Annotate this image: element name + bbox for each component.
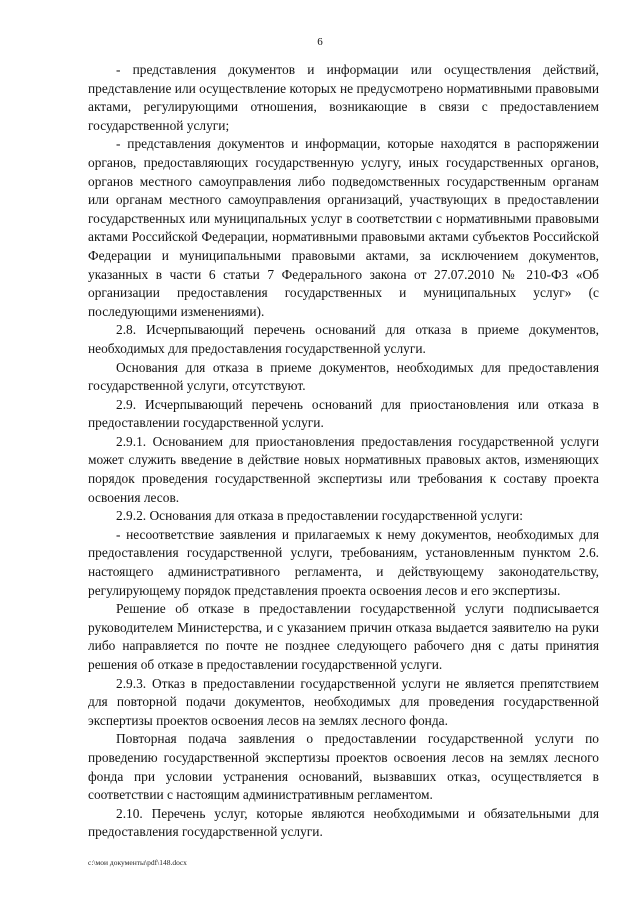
footer-file-path: c:\мои документы\pdf\148.docx <box>88 858 187 867</box>
paragraph: 2.9. Исчерпывающий перечень оснований для приостановления или отказа в предоставлении государственной услуги. <box>88 396 599 431</box>
paragraph: 2.9.3. Отказ в предоставлении государственной услуги не является препятствием для повторной подачи документов, необходимых для проведения государственной экспертизы проектов освоения лесов на землях лесного фонда. <box>88 675 599 728</box>
paragraph: Решение об отказе в предоставлении государственной услуги подписывается руководителем Министерства, и с указанием причин отказа выдается заявителю на руки либо направляется по почте не позднее следующего рабочего дня с даты принятия решения об отказе в предоставлении государственной услуги. <box>88 601 599 672</box>
paragraph: 2.10. Перечень услуг, которые являются необходимыми и обязательными для предоставления государственной услуги. <box>88 805 599 840</box>
document-body <box>88 61 599 842</box>
paragraph: - несоответствие заявления и прилагаемых к нему документов, необходимых для предоставления государственной услуги, требованиям, установленным пунктом 2.6. настоящего административного регламента, и действующему законодательству, регулирующему порядок представления проекта освоения лесов и его экспертизы. <box>88 526 599 598</box>
paragraph: 2.8. Исчерпывающий перечень оснований для отказа в приеме документов, необходимых для предоставления государственной услуги. <box>88 322 599 356</box>
paragraph: - представления документов и информации, которые находятся в распоряжении органов, предоставляющих государственную услугу, иных государственных органов, органов местного самоуправления либо подведомственных государственным органам или органам местного самоуправления организаций, участвующих в предоставлении государственных или муниципальных услуг в соответствии с нормативными правовыми актами Российской Федерации, нормативными правовыми актами субъектов Российской Федерации и муниципальными правовыми актами, за исключением документов, указанных в части 6 статьи 7 Федерального закона от 27.07.2010 № 210-ФЗ «Об организации предоставления государственных и муниципальных услуг» (с последующими изменениями). <box>88 136 599 319</box>
paragraph: Повторная подача заявления о предоставлении государственной услуги по проведению государственной экспертизы проектов освоения лесов на землях лесного фонда при условии устранения оснований, вызвавших отказ, осуществляется в соответствии с настоящим административным регламентом. <box>88 731 599 803</box>
page-number: 6 <box>317 36 323 48</box>
paragraph: 2.9.2. Основания для отказа в предоставлении государственной услуги: <box>116 508 523 524</box>
paragraph: - представления документов и информации или осуществления действий, представление или осуществление которых не предусмотрено нормативными правовыми актами, регулирующими отношения, возникающие в связи с предоставлением государственной услуги; <box>88 62 599 133</box>
paragraph: Основания для отказа в приеме документов, необходимых для предоставления государственной услуги, отсутствуют. <box>88 359 599 394</box>
paragraph: 2.9.1. Основанием для приостановления предоставления государственной услуги может служить введение в действие новых нормативных правовых актов, изменяющих порядок проведения государственной экспертизы или требования к составу проекта освоения лесов. <box>88 433 599 505</box>
